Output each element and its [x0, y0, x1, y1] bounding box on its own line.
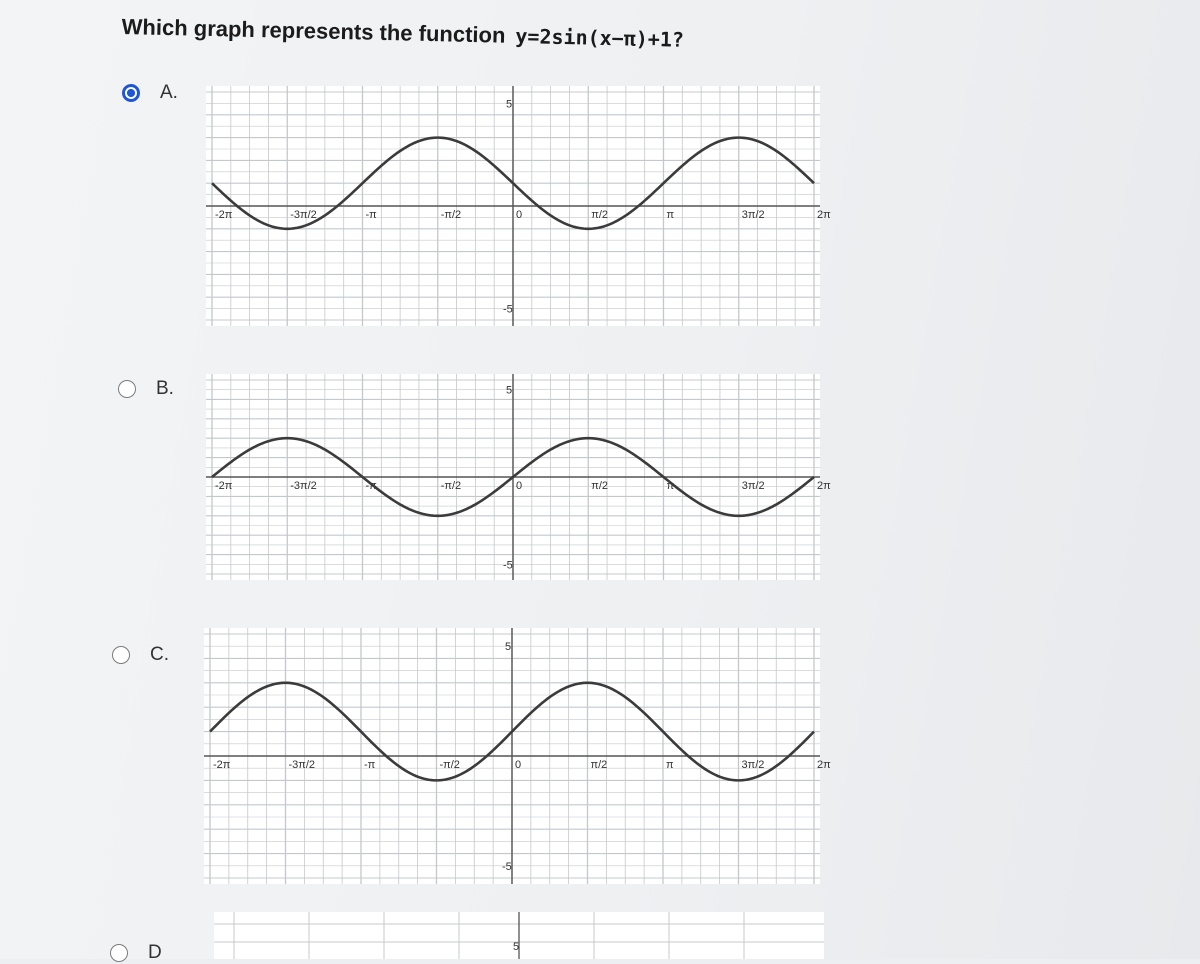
option-a-xtick-label: 3π/2 [741, 209, 765, 221]
option-b[interactable] [118, 378, 174, 400]
option-c-radio[interactable] [112, 646, 130, 664]
option-c-xtick-label: -π/2 [439, 759, 460, 771]
option-a-chart [206, 86, 831, 326]
option-a-radio[interactable] [122, 84, 140, 102]
option-a-xtick-label: -π [365, 209, 377, 221]
option-a-xtick-label: π [666, 209, 675, 221]
option-d-chart [214, 912, 824, 959]
option-b-xtick-label: -π [365, 480, 377, 492]
option-a-xtick-label: 2π [816, 209, 831, 221]
option-b-xtick-label: -2π [215, 480, 233, 492]
option-c-label: C. [150, 644, 169, 665]
question-function: y=2sin(x−π)+1? [515, 23, 685, 52]
option-c[interactable] [112, 644, 169, 666]
option-b-chart [206, 374, 831, 580]
option-a-ytick-top: 5 [506, 98, 513, 111]
option-c-xtick-label: π/2 [590, 759, 608, 771]
option-c-xtick-label: -π [364, 759, 376, 771]
option-c-xtick-label: -2π [213, 759, 231, 771]
option-b-ytick-top: 5 [506, 384, 513, 397]
option-d[interactable] [110, 942, 162, 964]
option-a-label: A. [160, 82, 178, 103]
option-c-chart [204, 628, 831, 884]
option-d-radio[interactable] [110, 944, 128, 962]
option-b-label: B. [156, 378, 174, 399]
option-b-xtick-label: π [666, 480, 675, 492]
option-c-graph [204, 628, 831, 889]
option-d-graph [214, 912, 824, 964]
option-c-ytick-top: 5 [505, 641, 512, 654]
option-a-xtick-label: -2π [215, 209, 233, 221]
option-d-label: D [148, 942, 162, 963]
option-a-xtick-label: 0 [516, 209, 523, 221]
option-a-xtick-label: -π/2 [440, 209, 462, 221]
option-b-xtick-label: -3π/2 [290, 480, 317, 492]
option-a-graph [206, 86, 831, 331]
option-c-xtick-label: -3π/2 [288, 759, 316, 771]
option-b-ytick-bottom: -5 [503, 559, 513, 572]
option-b-xtick-label: 0 [516, 480, 523, 492]
option-c-xtick-label: 0 [515, 759, 522, 771]
option-c-ytick-bottom: -5 [502, 860, 512, 873]
option-a[interactable] [122, 82, 178, 104]
question-prompt: Which graph represents the function [121, 14, 506, 48]
question-text [121, 14, 684, 53]
option-b-xtick-label: -π/2 [440, 480, 462, 492]
option-b-xtick-label: 2π [816, 480, 831, 492]
option-c-xtick-label: π [665, 759, 674, 771]
option-d-ytick-top: 5 [513, 941, 520, 953]
option-a-ytick-bottom: -5 [503, 303, 513, 316]
option-b-xtick-label: π/2 [591, 480, 609, 492]
option-c-xtick-label: 3π/2 [741, 759, 765, 771]
option-c-xtick-label: 2π [816, 759, 831, 771]
option-b-xtick-label: 3π/2 [741, 480, 765, 492]
option-a-xtick-label: -3π/2 [290, 209, 317, 221]
option-b-graph [206, 374, 831, 585]
option-b-radio[interactable] [118, 380, 136, 398]
option-a-xtick-label: π/2 [591, 209, 609, 221]
